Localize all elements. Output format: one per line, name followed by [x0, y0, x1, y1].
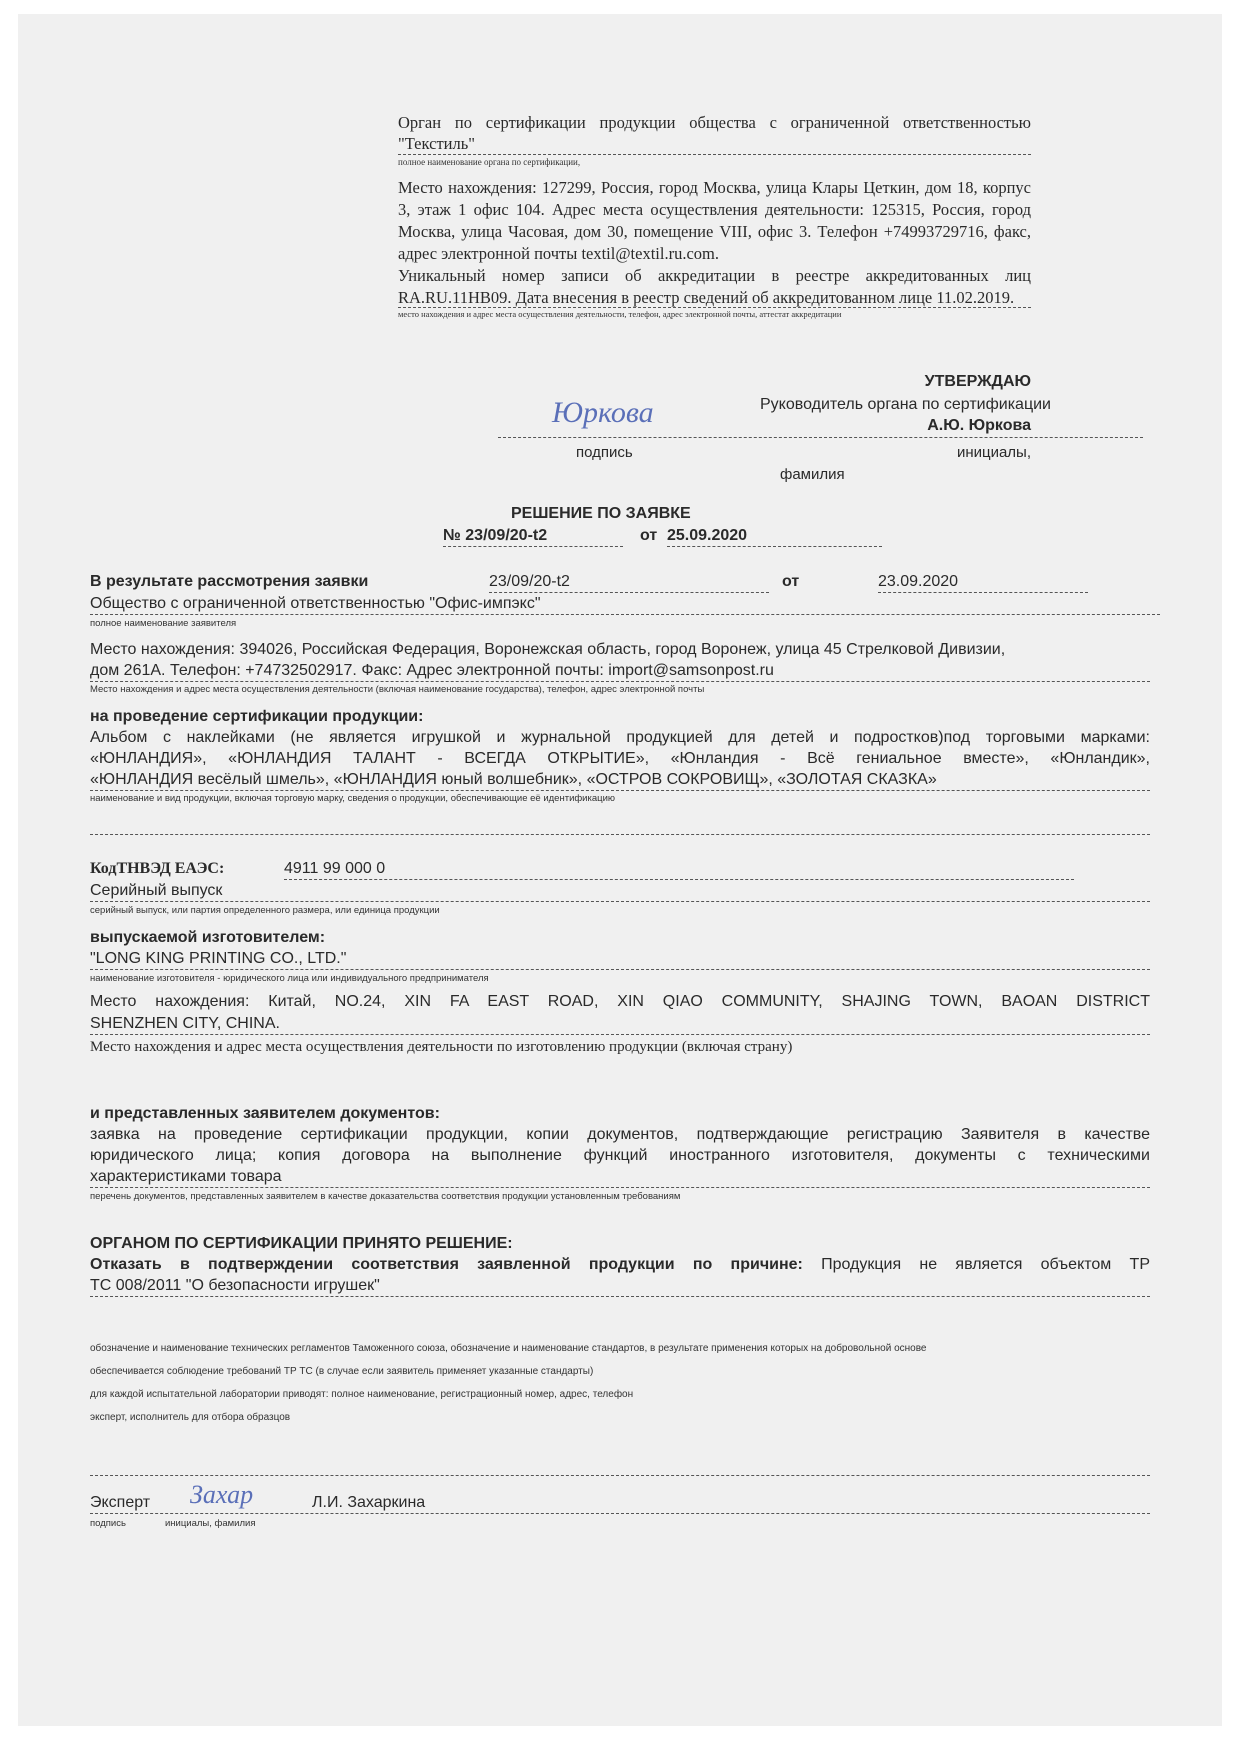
organ-name-line2: "Текстиль"	[398, 134, 1031, 155]
approval-signature: Юркова	[552, 396, 654, 429]
organ-address-line1: Место нахождения: 127299, Россия, город Москва, улица Клары Цеткин, дом 18, корпус	[398, 178, 1031, 197]
manufacturer-name-caption: наименование изготовителя - юридического лица или индивидуального предпринимателя	[90, 973, 489, 984]
decision-date: 25.09.2020	[667, 527, 882, 547]
application-label: В результате рассмотрения заявки	[90, 573, 369, 590]
approval-name: А.Ю. Юркова	[927, 417, 1031, 434]
organ-accreditation-line1: Уникальный номер записи об аккредитации в реестре аккредитованных лиц	[398, 266, 1031, 285]
note-requirements: обеспечивается соблюдение требований ТР ТС (в случае если заявитель применяет указанные стандарты)	[90, 1366, 594, 1377]
expert-line	[90, 1513, 1150, 1514]
applicant-caption: полное наименование заявителя	[90, 618, 237, 629]
product-line3: «ЮНЛАНДИЯ весёлый шмель», «ЮНЛАНДИЯ юный волшебник», «ОСТРОВ СОКРОВИЩ», «ЗОЛОТАЯ СКАЗКА»	[90, 771, 1150, 791]
release-caption: серийный выпуск, или партия определенного размера, или единица продукции	[90, 905, 440, 916]
decision-number: № 23/09/20-t2	[443, 527, 623, 547]
approval-signature-line	[498, 437, 1143, 438]
product-extra-line	[90, 834, 1150, 835]
expert-top-line	[90, 1475, 1150, 1476]
organ-name-line1: Орган по сертификации продукции общества с ограниченной ответственностью	[398, 113, 1031, 132]
organ-accreditation-line2: RA.RU.11НВ09. Дата внесения в реестр сведений об аккредитованном лице 11.02.2019.	[398, 288, 1031, 308]
applicant-address-line1: Место нахождения: 394026, Российская Федерация, Воронежская область, город Воронеж, улица 45 Стрелковой Дивизии,	[90, 641, 1006, 658]
note-standards: обозначение и наименование технических регламентов Таможенного союза, обозначение и наименование стандартов, в результате применения которых на добровольной основе	[90, 1343, 927, 1354]
documents-line3: характеристиками товара	[90, 1168, 1150, 1188]
tnved-label: КодТНВЭД ЕАЭС:	[90, 860, 225, 877]
documents-line2: юридического лица; копия договора на выполнение функций иностранного изготовителя, документы с техническими	[90, 1147, 1150, 1164]
manufacturer-address-caption: Место нахождения и адрес места осуществления деятельности по изготовлению продукции (включая страну)	[90, 1039, 793, 1055]
resolution-line1	[90, 1256, 1150, 1274]
expert-label: Эксперт	[90, 1494, 151, 1511]
documents-heading: и представленных заявителем документов:	[90, 1105, 440, 1122]
applicant-address-line2: дом 261А. Телефон: +74732502917. Факс: Адрес электронной почты: import@samsonpost.ru	[90, 662, 1150, 682]
manufacturer-heading: выпускаемой изготовителем:	[90, 929, 326, 946]
product-line2: «ЮНЛАНДИЯ», «ЮНЛАНДИЯ ТАЛАНТ - ВСЕГДА ОТКРЫТИЕ», «Юнландия - Всё гениальное вместе», «Юнландик»,	[90, 750, 1150, 767]
approval-caption-initials: инициалы,	[956, 444, 1031, 461]
applicant-name: Общество с ограниченной ответственностью "Офис-импэкс"	[90, 595, 1160, 615]
release-type: Серийный выпуск	[90, 882, 1150, 902]
product-heading: на проведение сертификации продукции:	[90, 708, 424, 725]
manufacturer-name: "LONG KING PRINTING CO., LTD."	[90, 950, 1150, 970]
organ-name-caption: полное наименование органа по сертификации,	[398, 157, 581, 167]
tnved-code: 4911 99 000 0	[284, 860, 1074, 880]
organ-address-line3: Москва, улица Часовая, дом 30, помещение VIII, офис 3. Телефон +74993729716, факс,	[398, 222, 1031, 241]
approval-caption-surname: фамилия	[780, 466, 845, 483]
expert-signature: Захар	[190, 1480, 254, 1509]
documents-line1: заявка на проведение сертификации продукции, копии документов, подтверждающие регистрацию Заявителя в качестве	[90, 1126, 1150, 1143]
manufacturer-address-line2: SHENZHEN CITY, CHINA.	[90, 1015, 1150, 1035]
approval-position: Руководитель органа по сертификации	[760, 396, 1051, 413]
expert-caption-name: инициалы, фамилия	[165, 1518, 256, 1529]
decision-title: РЕШЕНИЕ ПО ЗАЯВКЕ	[511, 505, 691, 522]
note-expert: эксперт, исполнитель для отбора образцов	[90, 1412, 291, 1423]
manufacturer-address-line1: Место нахождения: Китай, NO.24, XIN FA EAST ROAD, XIN QIAO COMMUNITY, SHAJING TOWN, BAOAN DISTRICT	[90, 993, 1150, 1010]
approval-caption-signature: подпись	[576, 444, 633, 461]
note-laboratory: для каждой испытательной лаборатории приводят: полное наименование, регистрационный номер, адрес, телефон	[90, 1389, 634, 1400]
organ-address-line2: 3, этаж 1 офис 104. Адрес места осуществления деятельности: 125315, Россия, город	[398, 200, 1031, 219]
application-from-label: от	[782, 573, 800, 590]
organ-address-line4: адрес электронной почты textil@textil.ru.com.	[398, 244, 719, 263]
resolution-line2: ТС 008/2011 "О безопасности игрушек"	[90, 1277, 1150, 1297]
resolution-heading: ОРГАНОМ ПО СЕРТИФИКАЦИИ ПРИНЯТО РЕШЕНИЕ:	[90, 1235, 513, 1252]
application-date: 23.09.2020	[878, 573, 1088, 593]
decision-date-label: от	[640, 527, 658, 544]
application-number: 23/09/20-t2	[489, 573, 769, 593]
resolution-bold: Отказать в подтверждении соответствия заявленной продукции по причине:	[90, 1256, 803, 1273]
resolution-reason: Продукция не является объектом ТР	[802, 1256, 1150, 1273]
product-caption: наименование и вид продукции, включая торговую марку, сведения о продукции, обеспечивающие её идентификацию	[90, 793, 616, 804]
applicant-address-caption: Место нахождения и адрес места осуществления деятельности (включая наименование государства), телефон, адрес электронной почты	[90, 684, 705, 695]
approval-title: УТВЕРЖДАЮ	[924, 373, 1031, 390]
expert-caption-signature: подпись	[90, 1518, 126, 1529]
expert-name: Л.И. Захаркина	[312, 1494, 426, 1511]
organ-address-caption: место нахождения и адрес места осуществления деятельности, телефон, адрес электронной почты, аттестат аккредитации	[398, 309, 842, 319]
product-line1: Альбом с наклейками (не является игрушкой и журнальной продукцией для детей и подростков)под торговыми марками:	[90, 729, 1150, 746]
documents-caption: перечень документов, представленных заявителем в качестве доказательства соответствия продукции установленным требованиям	[90, 1191, 681, 1202]
